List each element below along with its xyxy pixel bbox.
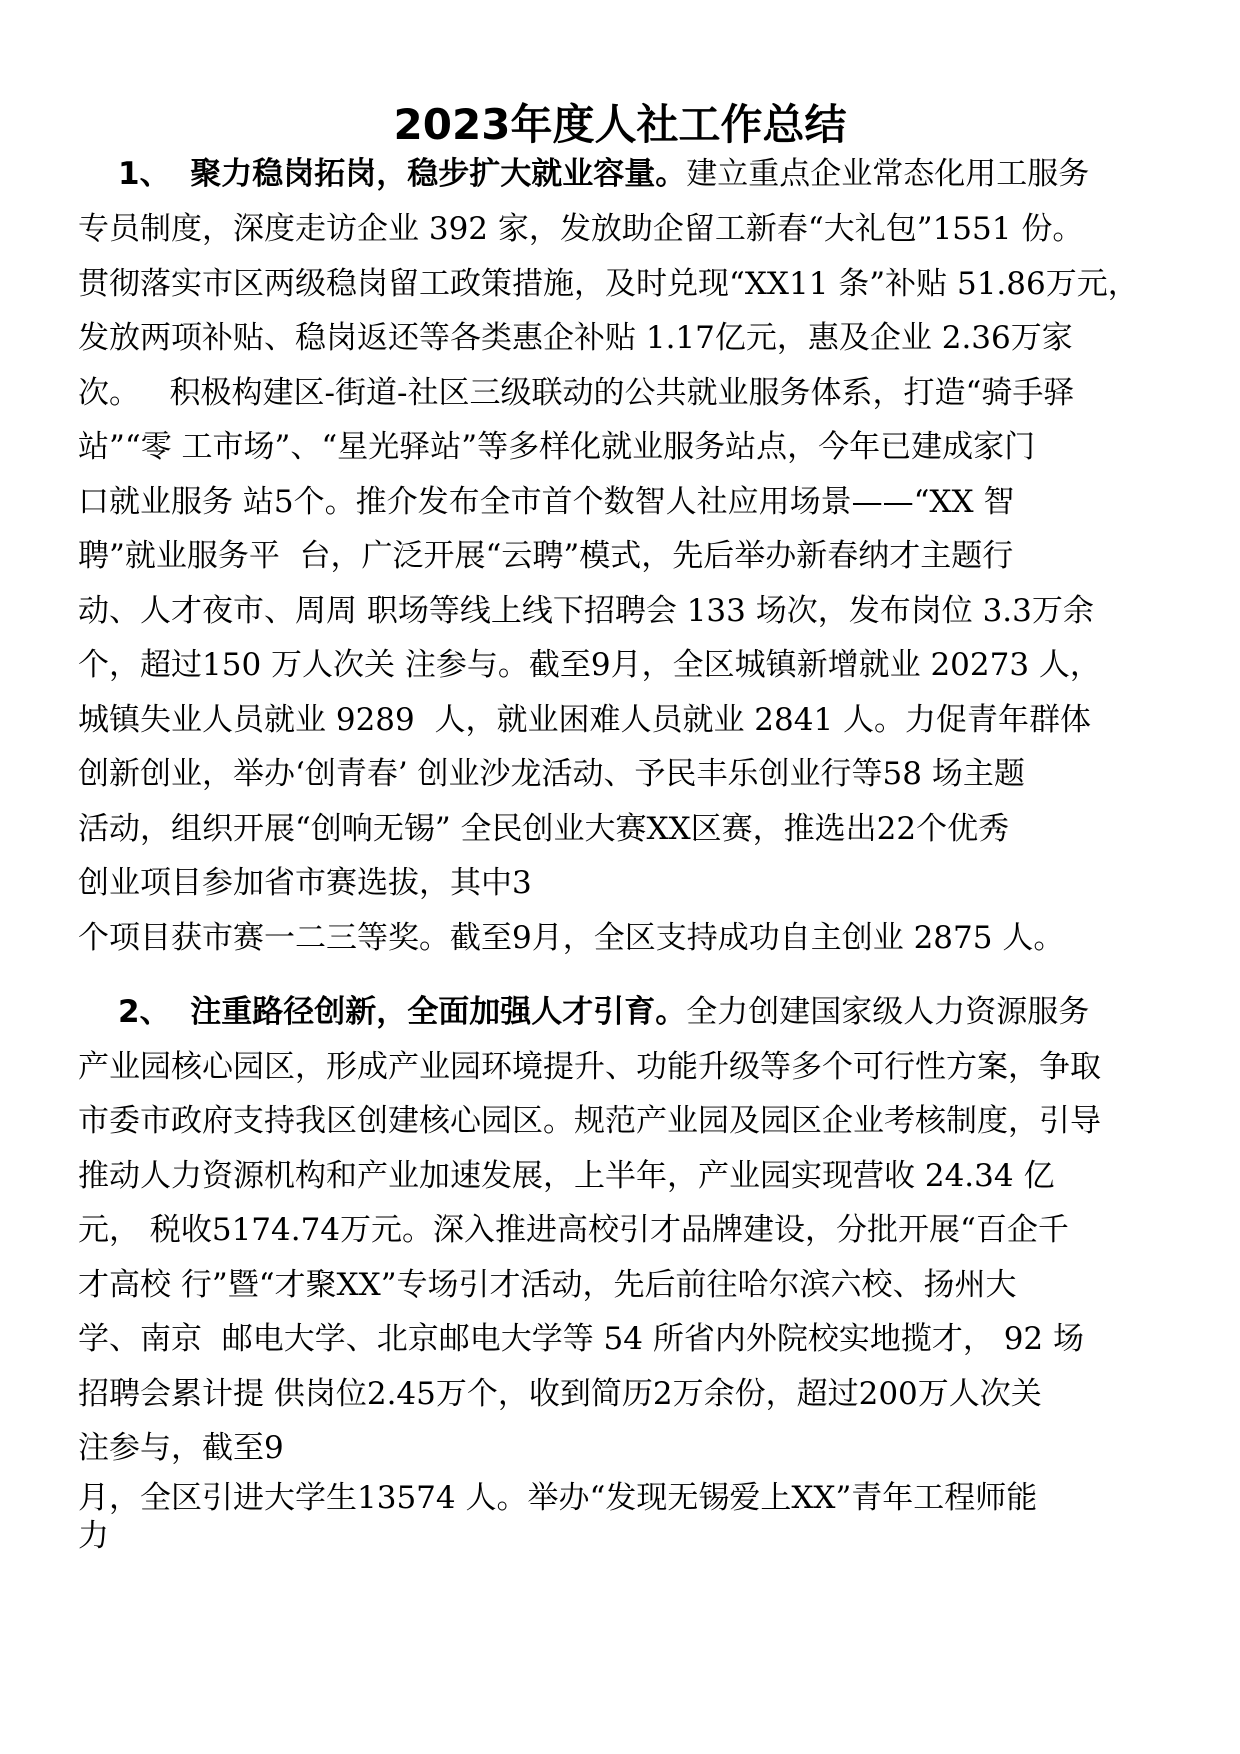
section-2-line: 招聘会累计提 供岗位2.45万个，收到简历2万余份，超过200万人次关 <box>78 1376 1042 1412</box>
section-2-line: 推动人力资源机构和产业加速发展，上半年，产业园实现营收 24.34 亿 <box>78 1158 1055 1194</box>
section-1-first-line <box>118 152 1089 196</box>
section-1-line: 贯彻落实市区两级稳岗留工政策措施，及时兑现“XX11 条”补贴 51.86万元， <box>78 266 1139 302</box>
section-1-line: 活动，组织开展“创响无锡” 全民创业大赛XX区赛，推选出22个优秀 <box>78 811 1010 847</box>
section-1-line: 建立重点企业常态化用工服务 <box>686 156 1090 192</box>
section-1-line: 个，超过150 万人次关 注参与。截至9月，全区城镇新增就业 20273 人， <box>78 647 1101 683</box>
section-2-first-line <box>118 990 1089 1034</box>
section-1-line: 城镇失业人员就业 9289 人，就业困难人员就业 2841 人。力促青年群体 <box>78 702 1092 738</box>
section-1-line: 发放两项补贴、稳岗返还等各类惠企补贴 1.17亿元，惠及企业 2.36万家 <box>78 320 1073 356</box>
section-2-line: 学、南京 邮电大学、北京邮电大学等 54 所省内外院校实地揽才， 92 场 <box>78 1321 1085 1357</box>
section-2-line: 才高校 行”暨“才聚XX”专场引才活动，先后前往哈尔滨六校、扬州大 <box>78 1267 1017 1303</box>
section-2-line: 元， 税收5174.74万元。深入推进高校引才品牌建设，分批开展“百企千 <box>78 1212 1069 1248</box>
section-2-line: 月，全区引进大学生13574 人。举办“发现无锡爱上XX”青年工程师能 <box>78 1480 1038 1516</box>
section-1-number: 1、 <box>118 156 171 192</box>
section-2-line: 产业园核心园区，形成产业园环境提升、功能升级等多个可行性方案，争取 <box>78 1049 1101 1085</box>
section-1-line: 个项目获市赛一二三等奖。截至9月，全区支持成功自主创业 2875 人。 <box>78 920 1065 956</box>
section-1-line: 聘”就业服务平 台，广泛开展“云聘”模式，先后举办新春纳才主题行 <box>78 538 1014 574</box>
section-2-line: 力 <box>78 1518 109 1554</box>
section-2-line: 全力创建国家级人力资源服务 <box>686 994 1090 1030</box>
document-title: 2023年度人社工作总结 <box>393 100 847 149</box>
section-2-line: 市委市政府支持我区创建核心园区。规范产业园及园区企业考核制度，引导 <box>78 1103 1101 1139</box>
section-2-line: 注参与，截至9 <box>78 1430 284 1466</box>
section-1-line: 专员制度，深度走访企业 392 家，发放助企留工新春“大礼包”1551 份。 <box>78 211 1084 247</box>
section-2-number: 2、 <box>118 994 171 1030</box>
section-2-heading: 注重路径创新，全面加强人才引育。 <box>190 994 687 1030</box>
section-1-heading: 聚力稳岗拓岗，稳步扩大就业容量。 <box>190 156 687 192</box>
section-1-line: 口就业服务 站5个。推介发布全市首个数智人社应用场景——“XX 智 <box>78 484 1015 520</box>
section-1-line: 创新创业，举办‘创青春’ 创业沙龙活动、予民丰乐创业行等58 场主题 <box>78 756 1025 792</box>
section-1-line: 创业项目参加省市赛选拔，其中3 <box>78 865 532 901</box>
section-1-line: 动、人才夜市、周周 职场等线上线下招聘会 133 场次，发布岗位 3.3万余 <box>78 593 1094 629</box>
section-1-line: 站”“零 工市场”、“星光驿站”等多样化就业服务站点，今年已建成家门 <box>78 429 1036 465</box>
section-1-line: 次。 积极构建区-街道-社区三级联动的公共就业服务体系，打造“骑手驿 <box>78 375 1075 411</box>
